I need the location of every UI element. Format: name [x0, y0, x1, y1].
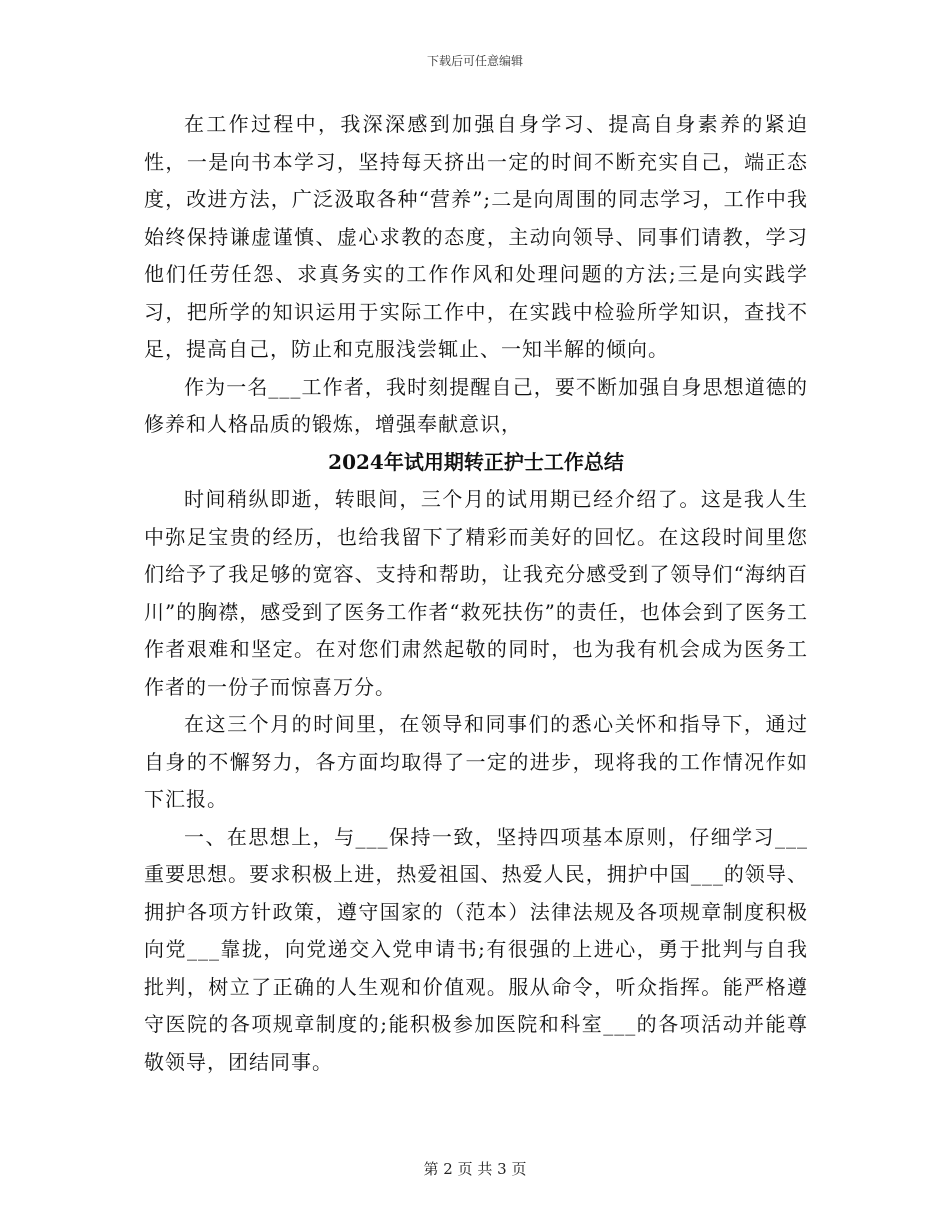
paragraph: 一、在思想上，与___保持一致，坚持四项基本原则，仔细学习___重要思想。要求积极上进，热爱祖国、热爱人民，拥护中国___的领导、拥护各项方针政策，遵守国家的（范本）法律法规及各项规章制度积极向党___靠拢，向党递交入党申请书;有很强的上进心，勇于批判与自我批判，树立了正确的人生观和价值观。服从命令，听众指挥。能严格遵守医院的各项规章制度的;能积极参加医院和科室___的各项活动并能尊敬领导，团结同事。 — [144, 824, 808, 1074]
paragraph: 时间稍纵即逝，转眼间，三个月的试用期已经介绍了。这是我人生中弥足宝贵的经历，也给我留下了精彩而美好的回忆。在这段时间里您们给予了我足够的宽容、支持和帮助，让我充分感受到了领导们“海纳百川”的胸襟，感受到了医务工作者“救死扶伤”的责任，也体会到了医务工作者艰难和坚定。在对您们肃然起敬的同时，也为我有机会成为医务工作者的一份子而惊喜万分。 — [144, 487, 808, 699]
paragraph: 在工作过程中，我深深感到加强自身学习、提高自身素养的紧迫性，一是向书本学习，坚持每天挤出一定的时间不断充实自己，端正态度，改进方法，广泛汲取各种“营养”;二是向周围的同志学习，工作中我始终保持谦虚谨慎、虚心求教的态度，主动向领导、同事们请教，学习他们任劳任怨、求真务实的工作作风和处理问题的方法;三是向实践学习，把所学的知识运用于实际工作中，在实践中检验所学知识，查找不足，提高自己，防止和克服浅尝辄止、一知半解的倾向。 — [144, 112, 808, 361]
page-header: 下载后可任意编辑 — [426, 54, 523, 68]
page-footer: 第 2 页 共 3 页 — [423, 1160, 527, 1178]
section-title: 2024年试用期转正护士工作总结 — [328, 449, 624, 474]
paragraph: 在这三个月的时间里，在领导和同事们的悉心关怀和指导下，通过自身的不懈努力，各方面均取得了一定的进步，现将我的工作情况作如下汇报。 — [144, 712, 808, 811]
paragraph: 作为一名___工作者，我时刻提醒自己，要不断加强自身思想道德的修养和人格品质的锻炼，增强奉献意识， — [144, 374, 808, 436]
document-body — [144, 106, 808, 1081]
